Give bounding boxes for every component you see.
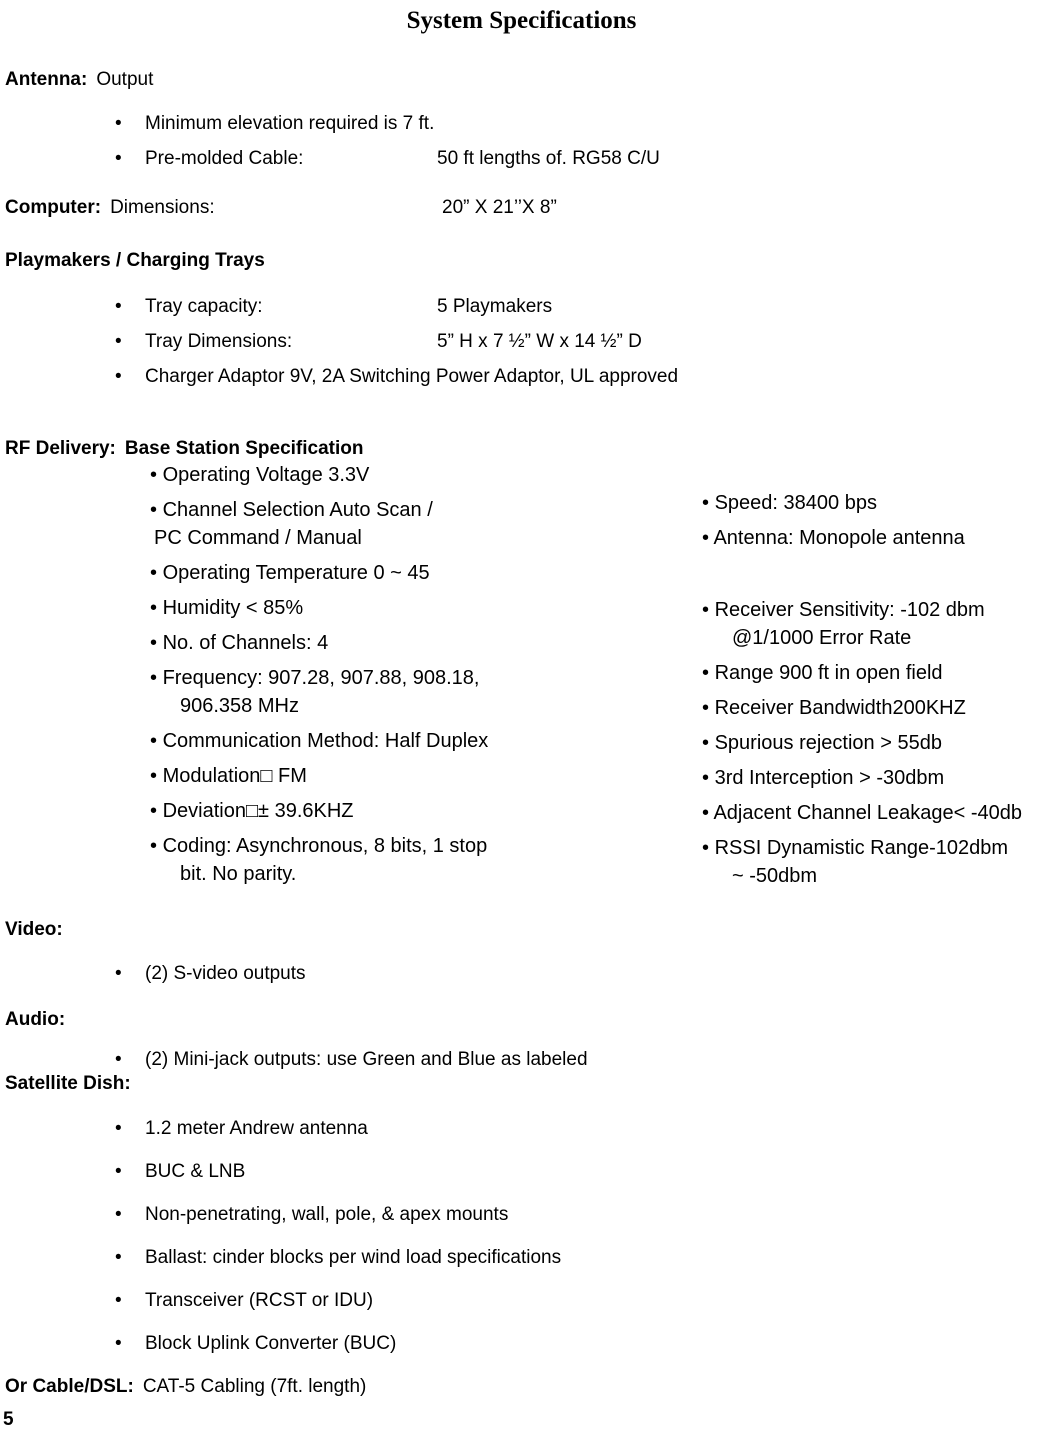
bullet-text: Coding: Asynchronous, 8 bits, 1 stop [162, 835, 488, 857]
bullet-item [655, 659, 1043, 687]
bullet-text: Tray Dimensions: [145, 331, 293, 352]
bullet-text: Modulation□ FM [162, 765, 307, 787]
bullet-item [0, 629, 620, 657]
bullet-dot-icon: • [115, 296, 122, 317]
column-gap [655, 559, 1043, 596]
page-number: 5 [3, 1409, 14, 1430]
computer-heading-label: Computer: [5, 197, 102, 218]
bullet-dot-icon: • [702, 662, 710, 684]
bullet-text: Minimum elevation required is 7 ft. [145, 113, 435, 134]
bullet-text: (2) S-video outputs [145, 963, 306, 984]
antenna-heading-label: Antenna: [5, 69, 88, 90]
bullet-text: (2) Mini-jack outputs: use Green and Blue as labeled [145, 1049, 588, 1070]
bullet-text: Tray capacity: [145, 296, 263, 317]
rf-left-column [0, 461, 620, 888]
bullet-text: Pre-molded Cable: [145, 148, 304, 169]
bullet-dot-icon: • [150, 597, 158, 619]
section-heading-rf-delivery [5, 439, 1043, 459]
bullet-dot-icon: • [115, 366, 122, 387]
bullet-item [0, 1248, 1043, 1268]
bullet-item [0, 832, 620, 888]
bullet-item [655, 596, 1043, 652]
bullet-text: Deviation□± 39.6KHZ [162, 800, 354, 822]
cable-heading-label: Or Cable/DSL: [5, 1376, 134, 1397]
bullet-dot-icon: • [702, 802, 710, 824]
bullet-text: Receiver Bandwidth200KHZ [714, 697, 966, 719]
section-heading-satellite-dish [5, 1074, 1043, 1094]
section-heading-audio [5, 1010, 1043, 1030]
bullet-item [0, 332, 1043, 352]
rf-right-column [655, 489, 1043, 897]
bullet-text: Channel Selection Auto Scan / [162, 499, 433, 521]
bullet-item [655, 694, 1043, 722]
computer-heading-text: Dimensions: [110, 197, 215, 218]
bullet-text: Block Uplink Converter (BUC) [145, 1333, 397, 1354]
playmakers-heading-label: Playmakers / Charging Trays [5, 250, 265, 271]
bullet-dot-icon: • [150, 499, 158, 521]
bullet-dot-icon: • [702, 527, 710, 549]
bullet-dot-icon: • [150, 667, 158, 689]
bullet-dot-icon: • [115, 1290, 122, 1311]
bullet-dot-icon: • [702, 732, 710, 754]
bullet-text: Adjacent Channel Leakage< -40db [713, 802, 1023, 824]
bullet-item [0, 1205, 1043, 1225]
bullet-text: Transceiver (RCST or IDU) [145, 1290, 374, 1311]
bullet-text: Humidity < 85% [162, 597, 304, 619]
bullet-text: Receiver Sensitivity: -102 dbm [714, 599, 985, 621]
bullet-item [0, 1119, 1043, 1139]
bullet-text-line2: ~ -50dbm [732, 865, 818, 887]
bullet-dot-icon: • [150, 765, 158, 787]
bullet-text: Operating Temperature 0 ~ 45 [162, 562, 430, 584]
bullet-dot-icon: • [115, 1161, 122, 1182]
bullet-item [0, 1291, 1043, 1311]
antenna-heading-text: Output [96, 69, 154, 90]
bullet-dot-icon: • [115, 1118, 122, 1139]
bullet-item [0, 559, 620, 587]
bullet-item [0, 367, 1043, 387]
bullet-item [655, 799, 1043, 827]
bullet-dot-icon: • [115, 1333, 122, 1354]
bullet-item [655, 729, 1043, 757]
bullet-dot-icon: • [115, 1247, 122, 1268]
bullet-dot-icon: • [115, 148, 122, 169]
bullet-dot-icon: • [150, 562, 158, 584]
bullet-dot-icon: • [702, 837, 710, 859]
bullet-dot-icon: • [115, 963, 122, 984]
audio-heading-label: Audio: [5, 1009, 66, 1030]
antenna-bullet-list [0, 114, 1043, 169]
bullet-dot-icon: • [702, 767, 710, 789]
page-title: System Specifications [406, 7, 637, 34]
bullet-item [0, 1050, 1043, 1070]
bullet-dot-icon: • [150, 730, 158, 752]
bullet-item [0, 594, 620, 622]
bullet-item [0, 727, 620, 755]
bullet-item [655, 834, 1043, 890]
bullet-item [0, 461, 620, 489]
bullet-text: Speed: 38400 bps [714, 492, 877, 514]
video-heading-label: Video: [5, 919, 63, 940]
bullet-text: Spurious rejection > 55db [714, 732, 942, 754]
bullet-item [0, 762, 620, 790]
bullet-item [655, 524, 1043, 552]
section-heading-playmakers [5, 251, 1043, 271]
bullet-dot-icon: • [115, 1049, 122, 1070]
bullet-dot-icon: • [150, 835, 158, 857]
bullet-item [0, 797, 620, 825]
bullet-value: 50 ft lengths of. RG58 C/U [437, 148, 660, 169]
section-heading-cable-dsl [5, 1377, 1043, 1397]
bullet-dot-icon: • [702, 599, 710, 621]
bullet-item [0, 496, 620, 552]
bullet-text: Frequency: 907.28, 907.88, 908.18, [162, 667, 480, 689]
bullet-item [0, 149, 1043, 169]
section-heading-video [5, 920, 1043, 940]
bullet-item [0, 1334, 1043, 1354]
bullet-item [655, 764, 1043, 792]
section-heading-computer [5, 198, 1043, 218]
bullet-text: Ballast: cinder blocks per wind load specifications [145, 1247, 562, 1268]
rf-heading-label: RF Delivery: [5, 438, 116, 459]
section-heading-antenna [5, 70, 1043, 90]
bullet-item [0, 664, 620, 720]
bullet-item [655, 489, 1043, 517]
bullet-text-line2: PC Command / Manual [154, 527, 362, 549]
computer-value: 20” X 21’’X 8” [442, 197, 557, 218]
bullet-item [0, 1162, 1043, 1182]
playmakers-bullet-list [0, 297, 1043, 387]
bullet-text: Operating Voltage 3.3V [162, 464, 370, 486]
bullet-dot-icon: • [150, 632, 158, 654]
bullet-text: RSSI Dynamistic Range-102dbm [714, 837, 1009, 859]
bullet-text: 3rd Interception > -30dbm [714, 767, 945, 789]
bullet-value: 5 Playmakers [437, 296, 553, 317]
bullet-text: Communication Method: Half Duplex [162, 730, 489, 752]
bullet-text: 1.2 meter Andrew antenna [145, 1118, 368, 1139]
bullet-dot-icon: • [150, 464, 158, 486]
bullet-dot-icon: • [702, 697, 710, 719]
satellite-heading-label: Satellite Dish: [5, 1073, 131, 1094]
bullet-text: Non-penetrating, wall, pole, & apex mounts [145, 1204, 509, 1225]
bullet-text: BUC & LNB [145, 1161, 246, 1182]
bullet-dot-icon: • [150, 800, 158, 822]
bullet-dot-icon: • [115, 331, 122, 352]
cable-heading-text: CAT-5 Cabling (7ft. length) [142, 1376, 367, 1397]
bullet-text: No. of Channels: 4 [162, 632, 329, 654]
bullet-item [0, 964, 1043, 984]
bullet-text: Range 900 ft in open field [714, 662, 943, 684]
bullet-dot-icon: • [702, 492, 710, 514]
bullet-item [0, 114, 1043, 134]
satellite-bullet-list [0, 1119, 1043, 1354]
bullet-value: 5” H x 7 ½” W x 14 ½” D [437, 331, 642, 352]
bullet-item [0, 297, 1043, 317]
bullet-dot-icon: • [115, 113, 122, 134]
bullet-text-line2: bit. No parity. [180, 863, 297, 885]
audio-bullet-list [0, 1050, 1043, 1070]
bullet-text-line2: @1/1000 Error Rate [732, 627, 912, 649]
video-bullet-list [0, 964, 1043, 984]
rf-heading-sublabel: Base Station Specification [124, 438, 364, 459]
bullet-dot-icon: • [115, 1204, 122, 1225]
bullet-text: Antenna: Monopole antenna [713, 527, 965, 549]
rf-specs-columns [0, 461, 1043, 888]
bullet-text-line2: 906.358 MHz [180, 695, 299, 717]
bullet-text: Charger Adaptor 9V, 2A Switching Power Adaptor, UL approved [145, 366, 679, 387]
